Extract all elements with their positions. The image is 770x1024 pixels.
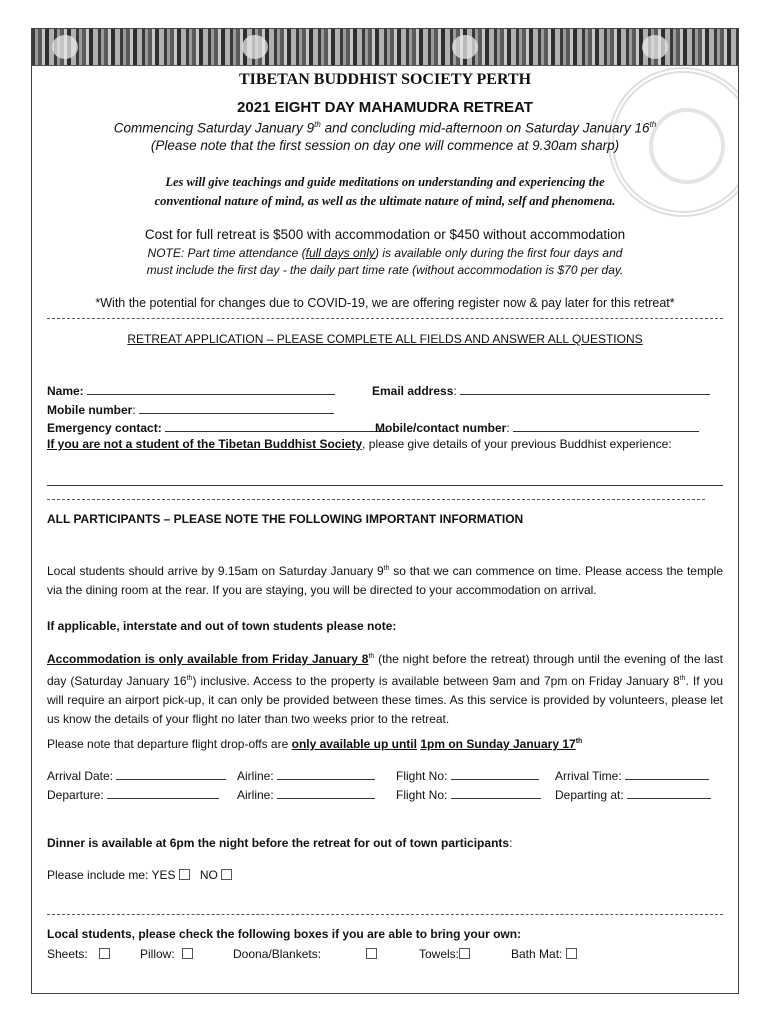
- doona-option: Doona/Blankets:: [233, 947, 377, 961]
- departure-dropoff-note: Please note that departure flight drop-offs are only available up until 1pm on Sunday January 17th: [47, 737, 583, 751]
- experience-answer-line[interactable]: [47, 485, 723, 486]
- org-title: TIBETAN BUDDHIST SOCIETY PERTH: [238, 71, 532, 88]
- arrival-date-field[interactable]: Arrival Date:: [47, 767, 226, 783]
- arrival-flight-no-field[interactable]: Flight No:: [396, 767, 539, 783]
- retreat-title: 2021 EIGHT DAY MAHAMUDRA RETREAT: [237, 99, 533, 116]
- banner-ornament: [52, 35, 78, 59]
- doona-checkbox[interactable]: [366, 948, 377, 959]
- towels-checkbox[interactable]: [459, 948, 470, 959]
- email-field[interactable]: Email address:: [372, 382, 710, 398]
- arrival-time-field[interactable]: Arrival Time:: [555, 767, 709, 783]
- bathmat-checkbox[interactable]: [566, 948, 577, 959]
- session-note: (Please note that the first session on day one will commence at 9.30am sharp): [150, 138, 620, 153]
- application-title: RETREAT APPLICATION – PLEASE COMPLETE ALL FIELDS AND ANSWER ALL QUESTIONS: [127, 332, 643, 346]
- mobile-field[interactable]: Mobile number:: [47, 401, 334, 417]
- emergency-contact-field[interactable]: Emergency contact:: [47, 419, 388, 435]
- sheets-option: Sheets:: [47, 947, 110, 961]
- covid-note: *With the potential for changes due to COVID-19, we are offering register now & pay later for this retreat*: [95, 296, 675, 310]
- banner-ornament: [452, 35, 478, 59]
- departure-date-field[interactable]: Departure:: [47, 786, 219, 802]
- pillow-checkbox[interactable]: [182, 948, 193, 959]
- part-time-rate: must include the first day - the daily part time rate (without accommodation is $70 per day.: [146, 263, 624, 277]
- arrival-airline-field[interactable]: Airline:: [237, 767, 375, 783]
- important-info-title: ALL PARTICIPANTS – PLEASE NOTE THE FOLLOWING IMPORTANT INFORMATION: [47, 512, 524, 526]
- name-field[interactable]: Name:: [47, 382, 335, 398]
- departing-at-field[interactable]: Departing at:: [555, 786, 711, 802]
- divider: [47, 914, 723, 915]
- departure-flight-no-field[interactable]: Flight No:: [396, 786, 541, 802]
- towels-option: Towels:: [419, 947, 470, 961]
- cost-line: Cost for full retreat is $500 with accommodation or $450 without accommodation: [144, 227, 626, 242]
- divider: [47, 318, 723, 319]
- teaching-line-2: conventional nature of mind, as well as the ultimate nature of mind, self and phenomena.: [154, 194, 616, 208]
- decorative-banner: [32, 29, 738, 66]
- dinner-include-row: Please include me: YES NO: [47, 868, 232, 882]
- local-arrival-text: Local students should arrive by 9.15am on Saturday January 9th so that we can commence on time. Please access the temple via the dining room at the rear. If you are staying, you will be directed to your accommodation on arrival.: [47, 564, 723, 597]
- pillow-option: Pillow:: [140, 947, 193, 961]
- dinner-note: Dinner is available at 6pm the night before the retreat for out of town participants:: [47, 836, 513, 850]
- departure-airline-field[interactable]: Airline:: [237, 786, 375, 802]
- dinner-no-checkbox[interactable]: [221, 869, 232, 880]
- contact-number-field[interactable]: Mobile/contact number:: [375, 419, 699, 435]
- experience-prompt: If you are not a student of the Tibetan Buddhist Society, please give details of your previous Buddhist experience:: [47, 437, 672, 451]
- interstate-heading: If applicable, interstate and out of town students please note:: [47, 619, 397, 633]
- divider: [47, 499, 705, 500]
- banner-ornament: [642, 35, 668, 59]
- bathmat-option: Bath Mat:: [511, 947, 577, 961]
- bring-own-title: Local students, please check the following boxes if you are able to bring your own:: [47, 927, 522, 941]
- accommodation-text: Accommodation is only available from Friday January 8th (the night before the retreat) through until the evening of the last day (Saturday January 16th) inclusive. Access to the property is available between 9am and 7pm on Friday January 8th. If you will require an airport pick-up, it can only be provided between these times. As this service is provided by volunteers, please let us know the details of your flight no later than two weeks prior to the retreat.: [47, 652, 723, 726]
- sheets-checkbox[interactable]: [99, 948, 110, 959]
- part-time-note: NOTE: Part time attendance (full days only) is available only during the first four days and: [147, 246, 623, 260]
- retreat-dates: Commencing Saturday January 9th and concluding mid-afternoon on Saturday January 16th: [113, 120, 657, 136]
- banner-ornament: [242, 35, 268, 59]
- dinner-yes-checkbox[interactable]: [179, 869, 190, 880]
- teaching-line-1: Les will give teachings and guide meditations on understanding and experiencing the: [165, 175, 605, 189]
